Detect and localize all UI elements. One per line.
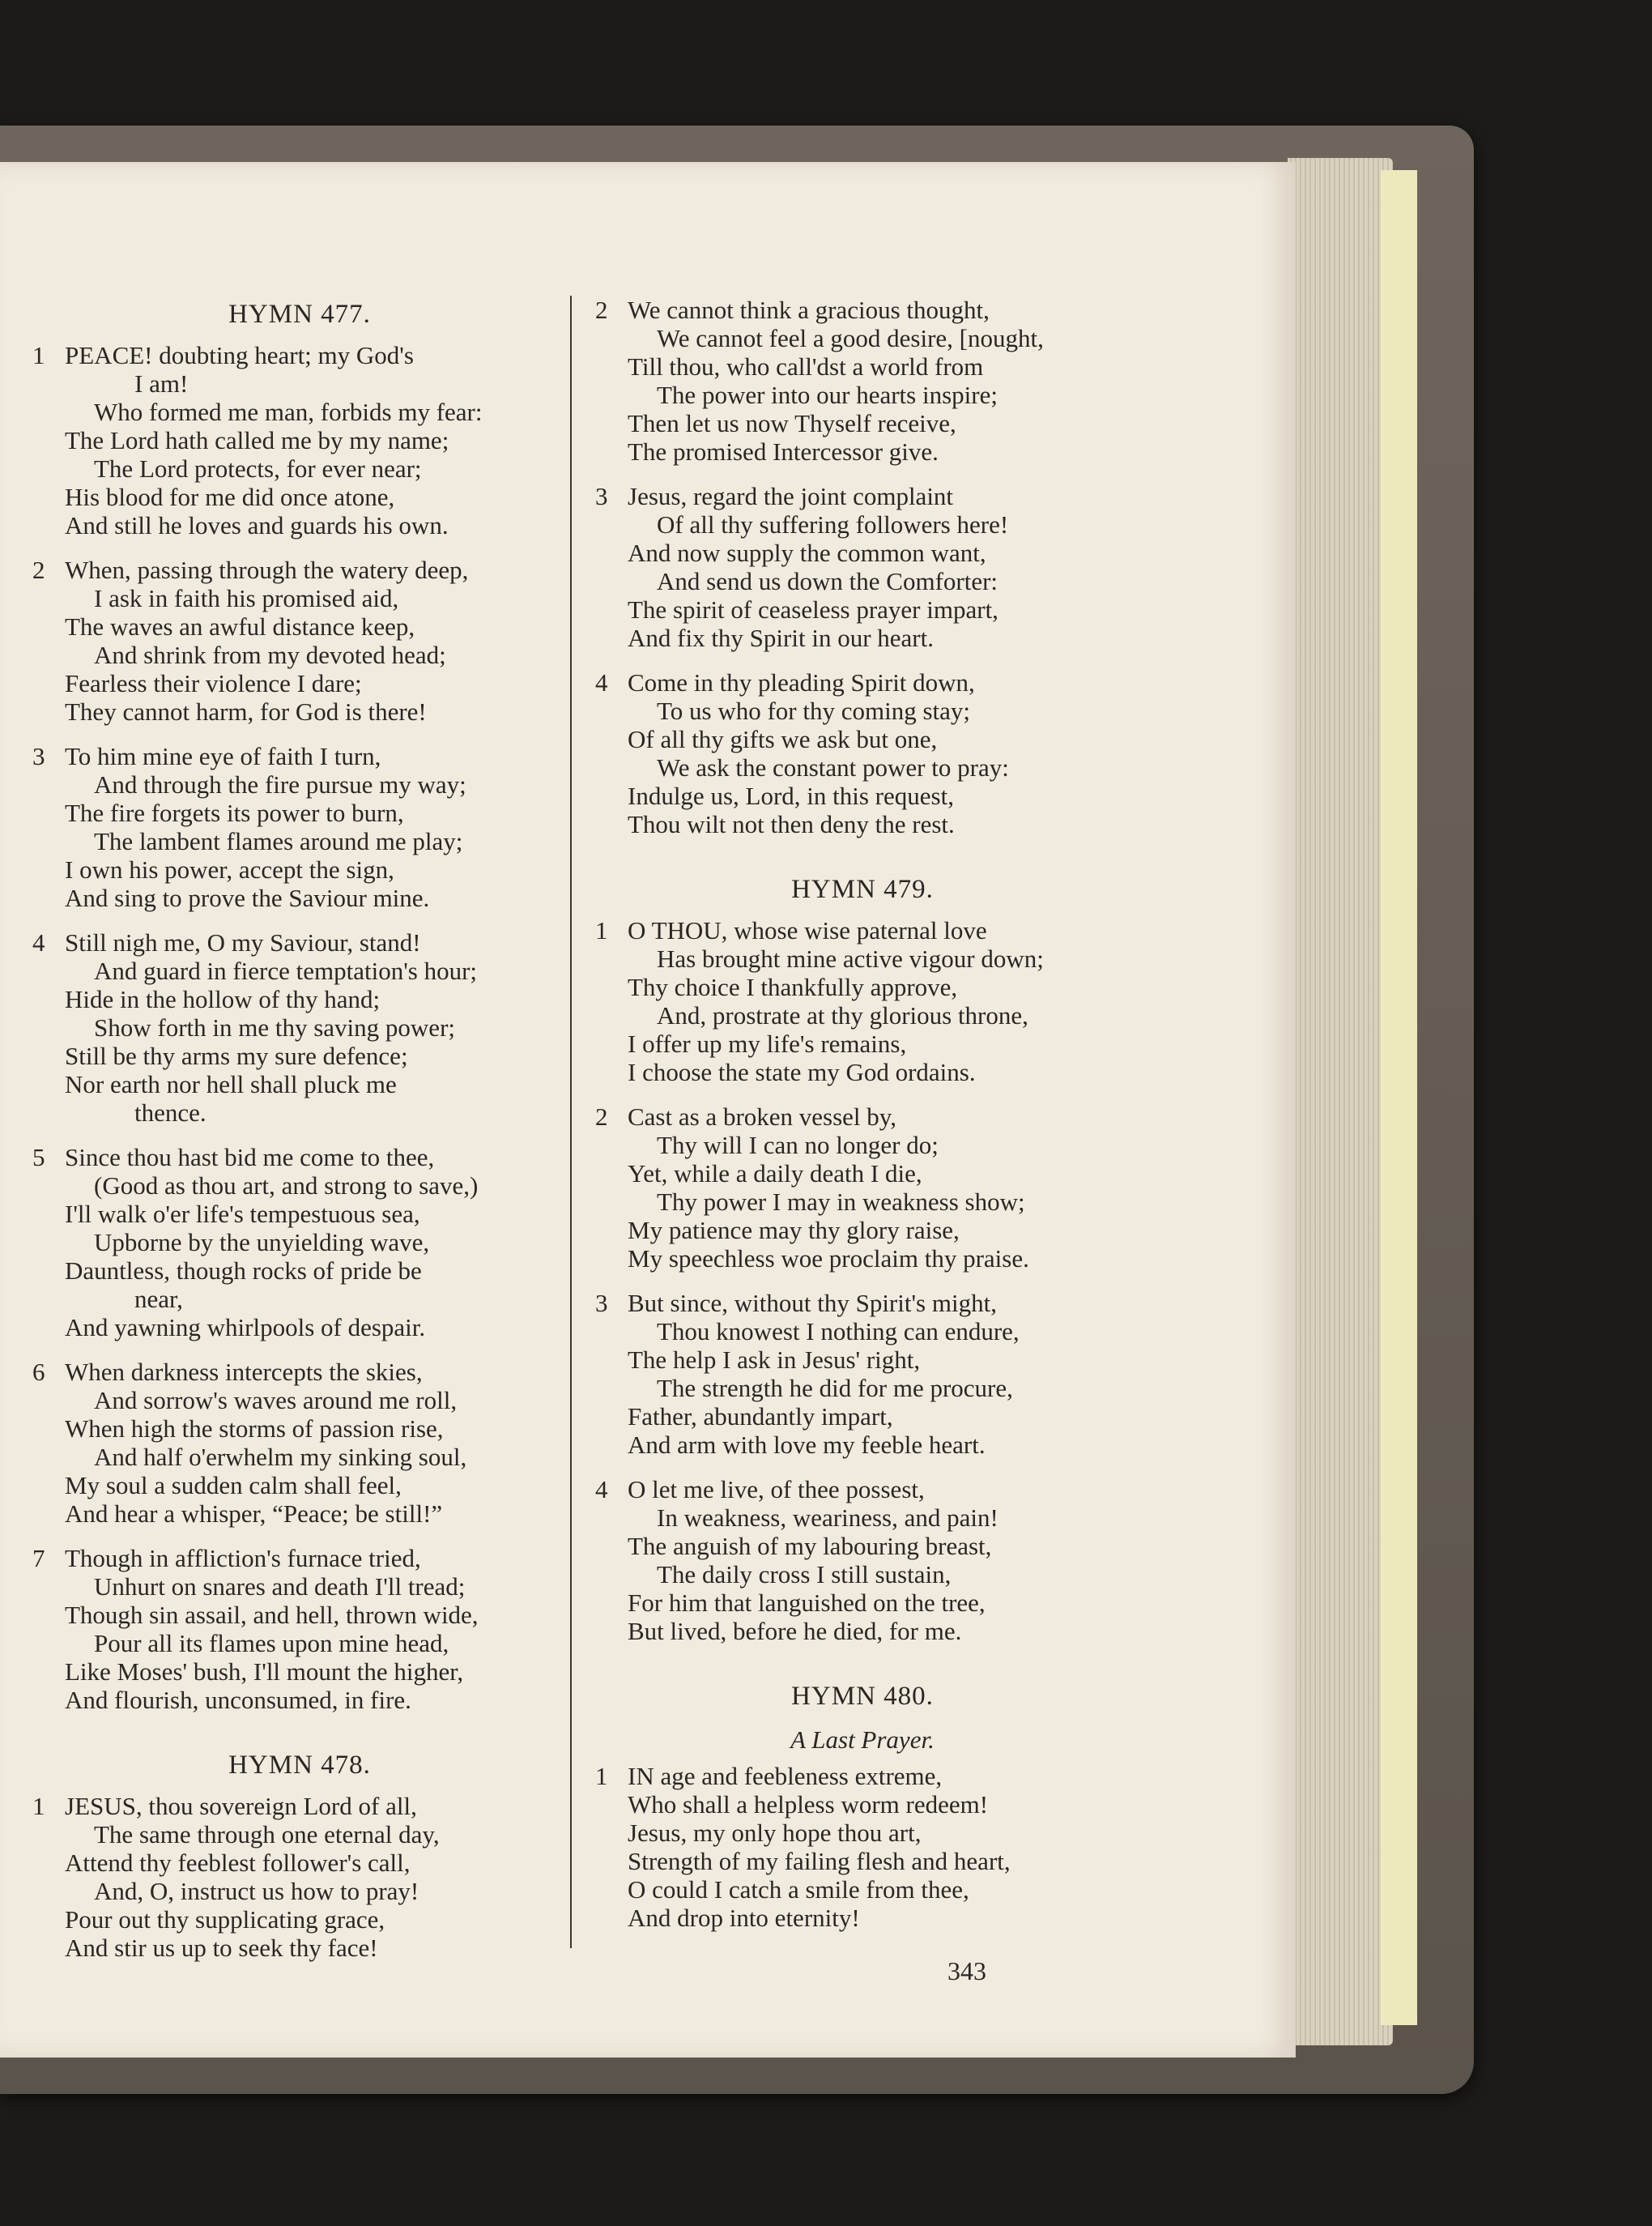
hymn-title: HYMN 479. bbox=[791, 875, 934, 904]
verse-line: When, passing through the watery deep, bbox=[65, 556, 469, 584]
verse-line: In weakness, weariness, and pain! bbox=[657, 1503, 998, 1532]
verse-line: Thy power I may in weakness show; bbox=[657, 1188, 1025, 1216]
verse-line: To him mine eye of faith I turn, bbox=[65, 742, 381, 770]
verse-number: 4 bbox=[32, 928, 45, 957]
page-number: 343 bbox=[947, 1956, 986, 1985]
verse-line: Indulge us, Lord, in this request, bbox=[628, 782, 954, 810]
verse-line: Attend thy feeblest follower's call, bbox=[65, 1849, 411, 1877]
verse-line: Who formed me man, forbids my fear: bbox=[94, 398, 483, 426]
verse-line: My soul a sudden calm shall feel, bbox=[65, 1471, 402, 1499]
verse-line: O THOU, whose wise paternal love bbox=[628, 916, 987, 945]
verse-number: 1 bbox=[32, 1792, 45, 1820]
verse-line: Till thou, who call'dst a world from bbox=[628, 352, 984, 381]
verse-line: Still be thy arms my sure defence; bbox=[65, 1042, 408, 1070]
verse-line: Thou wilt not then deny the rest. bbox=[628, 810, 955, 838]
verse bbox=[595, 296, 1130, 466]
verse-line: And, O, instruct us how to pray! bbox=[94, 1877, 419, 1905]
verse bbox=[595, 1289, 1130, 1459]
verse-number: 4 bbox=[595, 668, 608, 697]
verse-number: 4 bbox=[595, 1475, 608, 1503]
verse-line: And still he loves and guards his own. bbox=[65, 511, 449, 539]
verse bbox=[32, 556, 567, 726]
verse-line: PEACE! doubting heart; my God's bbox=[65, 341, 414, 369]
verse-line: Of all thy gifts we ask but one, bbox=[628, 725, 938, 753]
verse-line: My speechless woe proclaim thy praise. bbox=[628, 1244, 1029, 1273]
verse-line: But lived, before he died, for me. bbox=[628, 1617, 962, 1645]
verse-line: But since, without thy Spirit's might, bbox=[628, 1289, 997, 1317]
verse bbox=[595, 482, 1130, 652]
verse-line: Strength of my failing flesh and heart, bbox=[628, 1847, 1011, 1875]
verse-line: And yawning whirlpools of despair. bbox=[65, 1313, 426, 1341]
verse-line: Unhurt on snares and death I'll tread; bbox=[94, 1572, 466, 1601]
verse-line: And arm with love my feeble heart. bbox=[628, 1431, 986, 1459]
verse-line: And half o'erwhelm my sinking soul, bbox=[94, 1443, 467, 1471]
verse-line: And send us down the Comforter: bbox=[657, 567, 998, 595]
verse-line: O could I catch a smile from thee, bbox=[628, 1875, 969, 1904]
verse-line: To us who for thy coming stay; bbox=[657, 697, 971, 725]
hymn-title: HYMN 480. bbox=[791, 1682, 934, 1711]
verse-line: And through the fire pursue my way; bbox=[94, 770, 466, 799]
verse-line: I am! bbox=[134, 369, 189, 398]
hymn bbox=[32, 296, 567, 1714]
verse-line: For him that languished on the tree, bbox=[628, 1588, 986, 1617]
verse-line: Pour out thy supplicating grace, bbox=[65, 1905, 385, 1934]
verse-line: And sing to prove the Saviour mine. bbox=[65, 884, 430, 912]
verse-line: (Good as thou art, and strong to save,) bbox=[94, 1171, 479, 1200]
verse-line: His blood for me did once atone, bbox=[65, 483, 395, 511]
verse bbox=[32, 928, 567, 1127]
verse-number: 3 bbox=[595, 482, 608, 510]
verse-line: Hide in the hollow of thy hand; bbox=[65, 985, 381, 1013]
verse-line: Jesus, regard the joint complaint bbox=[628, 482, 954, 510]
right-column bbox=[595, 296, 1130, 1948]
verse-line: And flourish, unconsumed, in fire. bbox=[65, 1686, 411, 1714]
verse-line: Who shall a helpless worm redeem! bbox=[628, 1790, 989, 1819]
verse-number: 1 bbox=[595, 1762, 608, 1790]
verse-line: The Lord hath called me by my name; bbox=[65, 426, 449, 454]
verse-line: Then let us now Thyself receive, bbox=[628, 409, 956, 437]
verse bbox=[595, 1102, 1130, 1273]
verse-number: 2 bbox=[595, 296, 608, 324]
verse-line: Though in affliction's furnace tried, bbox=[65, 1544, 421, 1572]
verse-line: Dauntless, though rocks of pride be bbox=[65, 1256, 422, 1285]
verse-line: And stir us up to seek thy face! bbox=[65, 1934, 378, 1962]
verse-line: O let me live, of thee possest, bbox=[628, 1475, 925, 1503]
verse-line: We ask the constant power to pray: bbox=[657, 753, 1009, 782]
verse-line: Upborne by the unyielding wave, bbox=[94, 1228, 430, 1256]
verse-line: The Lord protects, for ever near; bbox=[94, 454, 422, 483]
verse-line: My patience may thy glory raise, bbox=[628, 1216, 960, 1244]
verse-line: We cannot feel a good desire, [nought, bbox=[657, 324, 1044, 352]
verse-line: I choose the state my God ordains. bbox=[628, 1058, 976, 1086]
verse bbox=[595, 1762, 1130, 1932]
verse-line: near, bbox=[134, 1285, 183, 1313]
verse-line: The same through one eternal day, bbox=[94, 1820, 440, 1849]
verse-line: We cannot think a gracious thought, bbox=[628, 296, 990, 324]
verse bbox=[595, 668, 1130, 838]
verse-line: I'll walk o'er life's tempestuous sea, bbox=[65, 1200, 420, 1228]
verse-line: And sorrow's waves around me roll, bbox=[94, 1386, 458, 1414]
verse-number: 1 bbox=[32, 341, 45, 369]
verse-line: The anguish of my labouring breast, bbox=[628, 1532, 992, 1560]
verse bbox=[32, 1358, 567, 1528]
verse-line: And shrink from my devoted head; bbox=[94, 641, 446, 669]
verse-line: And hear a whisper, “Peace; be still!” bbox=[65, 1499, 443, 1528]
verse-line: Has brought mine active vigour down; bbox=[657, 945, 1044, 973]
verse-line: I ask in faith his promised aid, bbox=[94, 584, 399, 612]
verse-line: And now supply the common want, bbox=[628, 539, 986, 567]
verse-number: 1 bbox=[595, 916, 608, 945]
verse-line: Pour all its flames upon mine head, bbox=[94, 1629, 449, 1657]
verse-line: The waves an awful distance keep, bbox=[65, 612, 415, 641]
verse-line: Father, abundantly impart, bbox=[628, 1402, 893, 1431]
verse-line: I offer up my life's remains, bbox=[628, 1030, 907, 1058]
left-column bbox=[32, 296, 567, 1978]
verse bbox=[32, 1544, 567, 1714]
verse-line: And drop into eternity! bbox=[628, 1904, 860, 1932]
hymn-subtitle: A Last Prayer. bbox=[790, 1725, 935, 1754]
verse-line: Still nigh me, O my Saviour, stand! bbox=[65, 928, 421, 957]
verse-line: Since thou hast bid me come to thee, bbox=[65, 1143, 435, 1171]
verse-line: The spirit of ceaseless prayer impart, bbox=[628, 595, 998, 624]
verse bbox=[32, 1792, 567, 1962]
hymn-title: HYMN 477. bbox=[228, 300, 371, 329]
verse-line: The lambent flames around me play; bbox=[94, 827, 463, 855]
verse-number: 7 bbox=[32, 1544, 45, 1572]
verse-line: The power into our hearts inspire; bbox=[657, 381, 998, 409]
verse-line: The strength he did for me procure, bbox=[657, 1374, 1013, 1402]
verse-line: Jesus, my only hope thou art, bbox=[628, 1819, 922, 1847]
verse-line: When darkness intercepts the skies, bbox=[65, 1358, 423, 1386]
verse-number: 2 bbox=[595, 1102, 608, 1131]
verse-line: And, prostrate at thy glorious throne, bbox=[657, 1001, 1028, 1030]
verse-line: Nor earth nor hell shall pluck me bbox=[65, 1070, 397, 1098]
hymn bbox=[595, 855, 1130, 1645]
hymn-title: HYMN 478. bbox=[228, 1751, 371, 1780]
hymn bbox=[32, 1730, 567, 1962]
verse-line: JESUS, thou sovereign Lord of all, bbox=[65, 1792, 417, 1820]
column-divider bbox=[570, 296, 572, 1948]
verse-number: 6 bbox=[32, 1358, 45, 1386]
verse-line: And fix thy Spirit in our heart. bbox=[628, 624, 934, 652]
verse-line: Come in thy pleading Spirit down, bbox=[628, 668, 975, 697]
verse-number: 2 bbox=[32, 556, 45, 584]
verse-line: Though sin assail, and hell, thrown wide, bbox=[65, 1601, 479, 1629]
verse-line: I own his power, accept the sign, bbox=[65, 855, 394, 884]
verse-number: 5 bbox=[32, 1143, 45, 1171]
hymn bbox=[595, 296, 1130, 838]
verse-number: 3 bbox=[595, 1289, 608, 1317]
verse bbox=[32, 742, 567, 912]
verse-line: The daily cross I still sustain, bbox=[657, 1560, 952, 1588]
verse-line: The fire forgets its power to burn, bbox=[65, 799, 404, 827]
verse bbox=[32, 341, 567, 539]
hymn bbox=[595, 1661, 1130, 1932]
verse-number: 3 bbox=[32, 742, 45, 770]
verse-line: Thou knowest I nothing can endure, bbox=[657, 1317, 1020, 1345]
verse-line: They cannot harm, for God is there! bbox=[65, 697, 427, 726]
endpaper-strip bbox=[1381, 170, 1417, 2025]
verse-line: Thy choice I thankfully approve, bbox=[628, 973, 958, 1001]
verse-line: Like Moses' bush, I'll mount the higher, bbox=[65, 1657, 464, 1686]
verse-line: Thy will I can no longer do; bbox=[657, 1131, 939, 1159]
verse-line: Fearless their violence I dare; bbox=[65, 669, 362, 697]
verse bbox=[595, 1475, 1130, 1645]
verse-line: thence. bbox=[134, 1098, 206, 1127]
verse-line: And guard in fierce temptation's hour; bbox=[94, 957, 478, 985]
verse-line: When high the storms of passion rise, bbox=[65, 1414, 444, 1443]
book-page bbox=[0, 162, 1296, 2058]
verse bbox=[32, 1143, 567, 1341]
verse bbox=[595, 916, 1130, 1086]
verse-line: Cast as a broken vessel by, bbox=[628, 1102, 897, 1131]
verse-line: The help I ask in Jesus' right, bbox=[628, 1345, 921, 1374]
verse-line: Yet, while a daily death I die, bbox=[628, 1159, 922, 1188]
verse-line: The promised Intercessor give. bbox=[628, 437, 939, 466]
verse-line: Show forth in me thy saving power; bbox=[94, 1013, 456, 1042]
verse-line: Of all thy suffering followers here! bbox=[657, 510, 1009, 539]
verse-line: IN age and feebleness extreme, bbox=[628, 1762, 943, 1790]
page-edges bbox=[1288, 158, 1393, 2045]
